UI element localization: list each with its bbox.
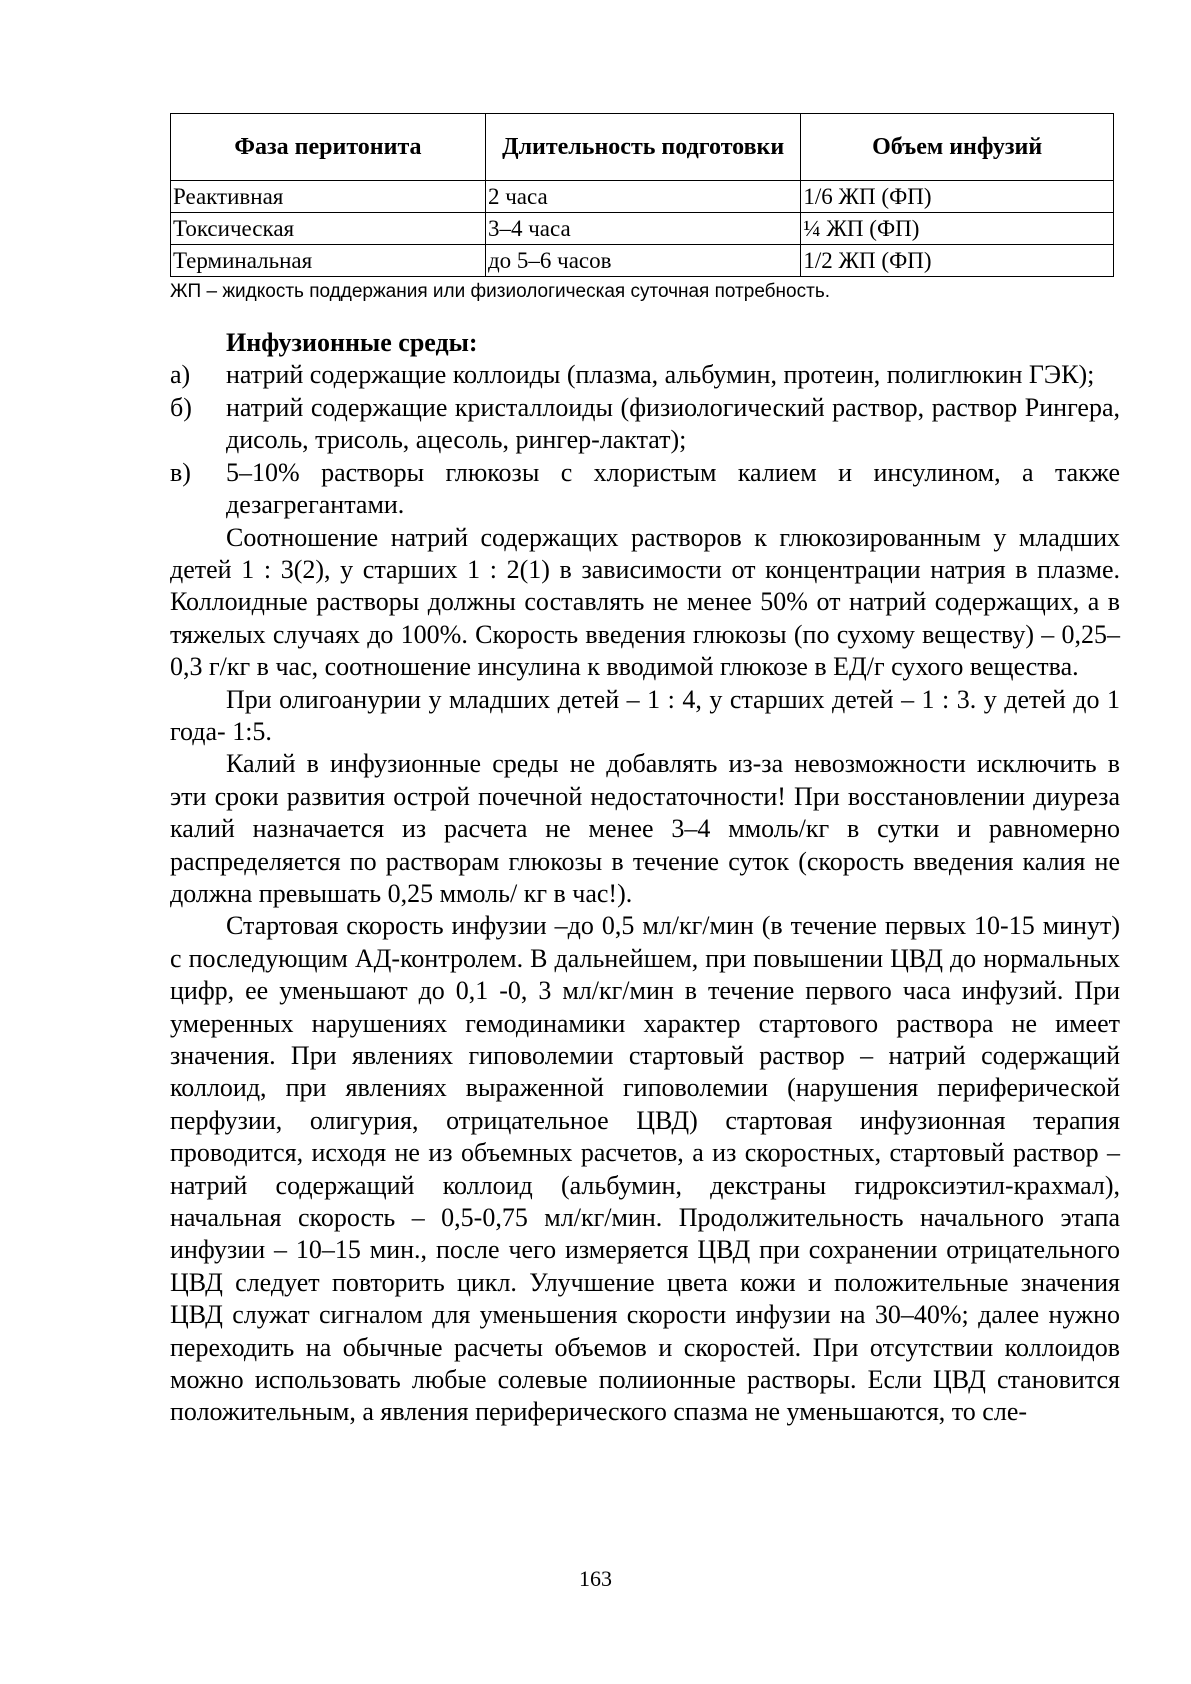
list-marker: в) (170, 457, 191, 487)
paragraph-oligoanuria: При олигоанурии у младших детей – 1 : 4, у старших детей – 1 : 3. у детей до 1 года- 1:5. (170, 684, 1120, 746)
paragraph-ratio: Соотношение натрий содержащих растворов к глюкозированным у младших детей 1 : 3(2), у старших 1 : 2(1) в зависимости от концентрации натрия в плазме. Коллоидные растворы должны составлять не менее 50% от натрий содержащих, а в тяжелых случаях до 100%. Скорость введения глюкозы (по сухому веществу) – 0,25–0,3 г/кг в час, соотношение инсулина к вводимой глюкозе в ЕД/г сухого вещества. (170, 522, 1120, 682)
table-cell-volume: 1/2 ЖП (ФП) (801, 245, 1114, 277)
table-header-row (171, 114, 1114, 181)
paragraph-potassium: Калий в инфузионные среды не добавлять из-за невозможности исключить в эти сроки развития острой почечной недостаточности! При восстановлении диуреза калий назначается из расчета не менее 3–4 ммоль/кг в сутки и равномерно распределяется по растворам глюкозы в течение суток (скорость введения калия не должна превышать 0,25 ммоль/ кг в час!). (170, 749, 1120, 908)
page-number: 163 (579, 1566, 612, 1591)
table-cell-phase: Терминальная (171, 245, 486, 277)
list-item-text: натрий содержащие кристаллоиды (физиологический раствор, раствор Рингера, дисоль, трисоль, ацесоль, рингер-лактат); (226, 392, 1120, 454)
document-page (170, 113, 1120, 1429)
table-cell-phase: Токсическая (171, 213, 486, 245)
table-cell-duration: 2 часа (485, 181, 800, 213)
table-cell-volume: ¼ ЖП (ФП) (801, 213, 1114, 245)
table-cell-volume: 1/6 ЖП (ФП) (801, 181, 1114, 213)
paragraph-start-rate: Стартовая скорость инфузии –до 0,5 мл/кг/мин (в течение первых 10-15 минут) с последующим АД-контролем. В дальнейшем, при повышении ЦВД до нормальных цифр, ее уменьшают до 0,1 -0, 3 мл/кг/мин в течение первого часа инфузий. При умеренных нарушениях гемодинамики характер стартового раствора не имеет значения. При явлениях гиповолемии стартовый раствор – натрий содержащий коллоид, при явлениях выраженной гиповолемии (нарушения периферической перфузии, олигурия, отрицательное ЦВД) стартовая инфузионная терапия проводится, исходя не из объемных расчетов, а из скоростных, стартовый раствор – натрий содержащий коллоид (альбумин, декстраны гидроксиэтил-крахмал), начальная скорость – 0,5-0,75 мл/кг/мин. Продолжительность начального этапа инфузии – 10–15 мин., после чего измеряется ЦВД при сохранении отрицательного ЦВД следует повторить цикл. Улучшение цвета кожи и положительные значения ЦВД служат сигналом для уменьшения скорости инфузии на 30–40%; далее нужно переходить на обычные расчеты объемов и скоростей. При отсутствии коллоидов можно использовать любые солевые полиионные растворы. Если ЦВД становится положительным, а явления периферического спазма не уменьшаются, то сле- (170, 911, 1120, 1427)
list-item (170, 392, 1120, 457)
table-row (171, 181, 1114, 213)
list-item (170, 359, 1120, 392)
peritonitis-phase-table (170, 113, 1114, 277)
list-marker: б) (170, 392, 192, 422)
table-cell-phase: Реактивная (171, 181, 486, 213)
table-footnote: ЖП – жидкость поддержания или физиологическая суточная потребность. (170, 281, 830, 302)
list-item-text: 5–10% растворы глюкозы с хлористым калием и инсулином, а также дезагрегантами. (226, 457, 1120, 519)
list-item (170, 457, 1120, 522)
table-row (171, 245, 1114, 277)
table-row (171, 213, 1114, 245)
table-header-duration: Длительность подготовки (485, 114, 800, 181)
section-heading: Инфузионные среды: (226, 328, 478, 357)
table-header-phase: Фаза перитонита (171, 114, 486, 181)
table-cell-duration: 3–4 часа (485, 213, 800, 245)
table-header-volume: Объем инфузий (801, 114, 1114, 181)
list-marker: а) (170, 360, 191, 389)
table-cell-duration: до 5–6 часов (485, 245, 800, 277)
list-item-text: натрий содержащие коллоиды (плазма, альбумин, протеин, полиглюкин ГЭК); (226, 360, 1095, 389)
